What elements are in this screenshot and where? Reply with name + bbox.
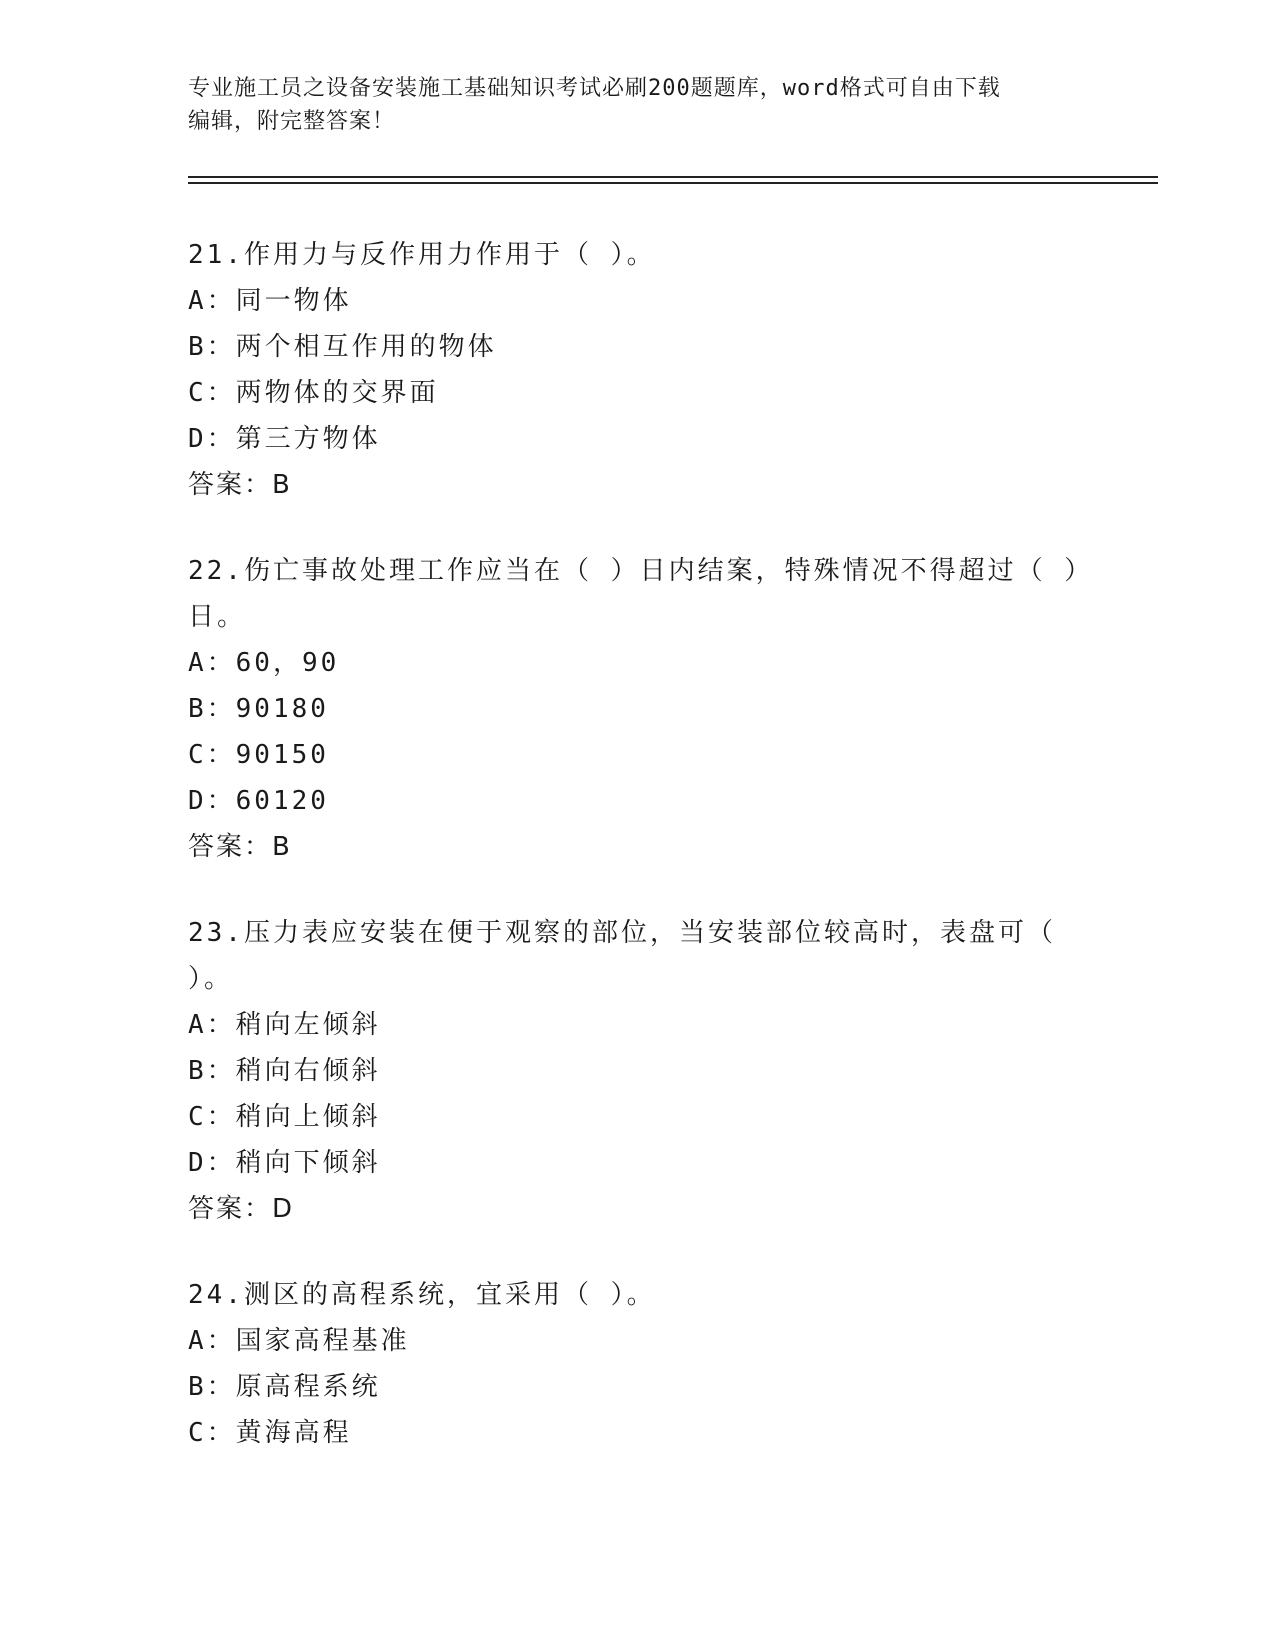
option-b: B：原高程系统 <box>188 1372 381 1402</box>
option-a: A：同一物体 <box>188 286 352 316</box>
option-d: D：稍向下倾斜 <box>188 1148 381 1178</box>
header-divider-bottom <box>188 182 1158 184</box>
question-stem-continued: 日。 <box>188 602 247 632</box>
option-b: B：稍向右倾斜 <box>188 1056 381 1086</box>
document-header <box>188 72 1088 138</box>
question-list <box>188 232 1094 1496</box>
option-a: A：稍向左倾斜 <box>188 1010 381 1040</box>
question-23 <box>188 910 1088 1232</box>
option-d: D：60120 <box>188 786 329 816</box>
option-b: B：90180 <box>188 694 329 724</box>
question-stem: 21.作用力与反作用力作用于（ ）。 <box>188 240 656 270</box>
question-stem-continued: ）。 <box>188 964 234 994</box>
question-24 <box>188 1272 1088 1456</box>
option-c: C：90150 <box>188 740 329 770</box>
option-a: A：60，90 <box>188 648 340 678</box>
header-divider-top <box>188 176 1158 178</box>
question-21 <box>188 232 1088 508</box>
option-c: C：黄海高程 <box>188 1418 352 1448</box>
question-stem: 22.伤亡事故处理工作应当在（ ）日内结案，特殊情况不得超过（ ） <box>188 556 1094 586</box>
option-c: C：两物体的交界面 <box>188 378 439 408</box>
header-line-1: 专业施工员之设备安装施工基础知识考试必刷200题题库，word格式可自由下载 <box>188 76 1001 101</box>
option-d: D：第三方物体 <box>188 424 381 454</box>
answer-line: 答案：D <box>188 1194 295 1224</box>
question-22 <box>188 548 1094 870</box>
answer-line: 答案：B <box>188 470 292 500</box>
question-stem: 23.压力表应安装在便于观察的部位，当安装部位较高时，表盘可（ <box>188 918 1056 948</box>
question-stem: 24.测区的高程系统，宜采用（ ）。 <box>188 1280 656 1310</box>
header-line-2: 编辑，附完整答案！ <box>188 109 396 134</box>
option-a: A：国家高程基准 <box>188 1326 410 1356</box>
option-c: C：稍向上倾斜 <box>188 1102 381 1132</box>
answer-line: 答案：B <box>188 832 292 862</box>
option-b: B：两个相互作用的物体 <box>188 332 497 362</box>
